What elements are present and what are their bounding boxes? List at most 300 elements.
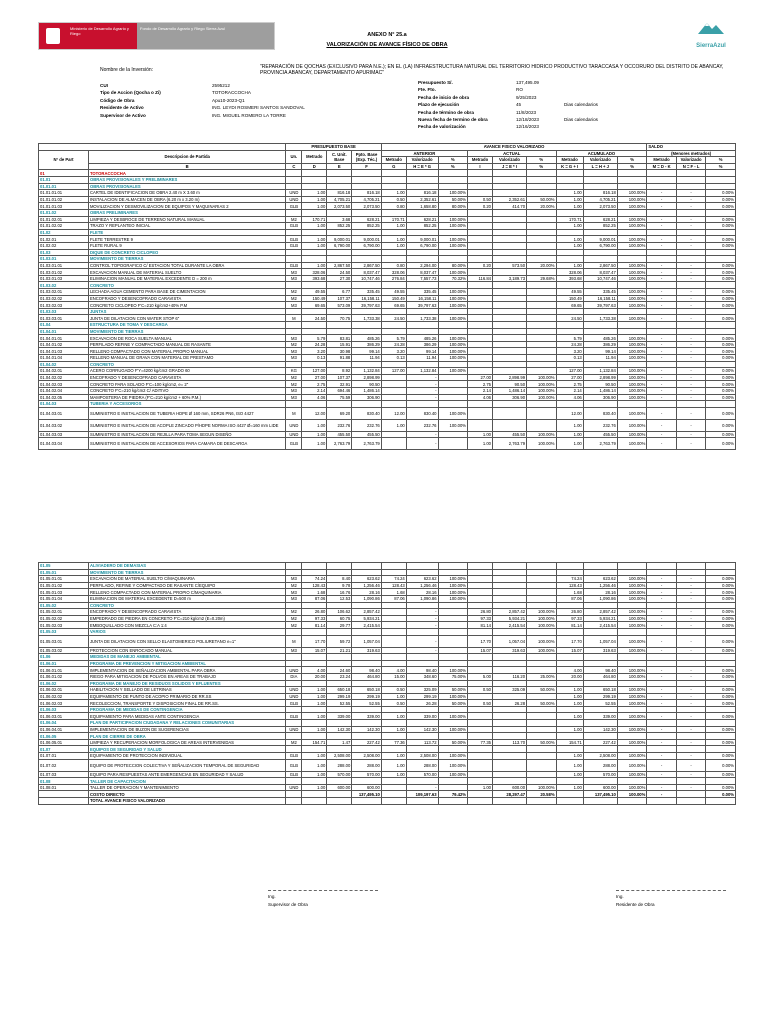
value-cell: 1.00 bbox=[556, 236, 583, 243]
value-cell bbox=[647, 176, 677, 183]
value-cell bbox=[617, 680, 647, 687]
value-cell bbox=[676, 170, 706, 177]
value-cell bbox=[527, 407, 557, 419]
value-cell: 113.70 bbox=[493, 739, 527, 746]
item-description: SUMINISTRO E INSTALACION DE ACOPLE ZINCADO P/HDPE NORMA ISO 4427 Ø=160 mm LIDE bbox=[88, 419, 286, 431]
value-cell bbox=[647, 628, 677, 635]
table-row bbox=[39, 269, 736, 276]
value-cell bbox=[647, 720, 677, 727]
value-cell: 24.28 bbox=[302, 341, 327, 348]
value-cell: 1.00 bbox=[302, 687, 327, 694]
value-cell: 100.00% bbox=[527, 784, 557, 791]
value-cell: 52.55 bbox=[352, 700, 382, 707]
unit-cell bbox=[286, 778, 302, 785]
value-cell: 570.00 bbox=[327, 771, 352, 778]
value-cell bbox=[583, 209, 617, 216]
value-cell bbox=[438, 256, 468, 263]
value-cell bbox=[617, 322, 647, 329]
value-cell: 100.00% bbox=[617, 576, 647, 583]
value-cell bbox=[647, 401, 677, 408]
value-cell: 3.68 bbox=[327, 216, 352, 223]
value-cell: 0.00% bbox=[706, 615, 736, 622]
value-cell: 20.00 bbox=[556, 673, 583, 680]
value-cell: 100.00% bbox=[617, 726, 647, 733]
item-code: 01.06.02.02 bbox=[39, 693, 89, 700]
value-cell: 1.00 bbox=[302, 726, 327, 733]
value-cell: - bbox=[676, 753, 706, 760]
value-cell bbox=[647, 229, 677, 236]
value-cell: 100.00% bbox=[617, 368, 647, 375]
value-cell: - bbox=[676, 387, 706, 394]
value-cell bbox=[302, 361, 327, 368]
value-cell: 0.00% bbox=[706, 368, 736, 375]
value-cell bbox=[381, 680, 406, 687]
value-cell bbox=[647, 778, 677, 785]
unit-cell: M3 bbox=[286, 595, 302, 602]
value-cell: 1.00 bbox=[556, 713, 583, 720]
resident-signature bbox=[616, 890, 726, 907]
value-cell: 127.00 bbox=[302, 368, 327, 375]
column-header: F bbox=[352, 163, 382, 170]
value-cell: 1.00 bbox=[556, 203, 583, 210]
item-description: INSTALACION DE ALMACEN DE OBRA (6.20 m x 3.20 m) bbox=[88, 196, 286, 203]
value-cell bbox=[556, 680, 583, 687]
value-cell bbox=[556, 778, 583, 785]
value-cell: 4.00 bbox=[381, 667, 406, 674]
value-cell: 339.00 bbox=[406, 713, 438, 720]
value-cell bbox=[468, 660, 493, 667]
value-cell bbox=[617, 209, 647, 216]
value-cell bbox=[438, 322, 468, 329]
value-cell bbox=[302, 720, 327, 727]
blank-cell bbox=[556, 798, 583, 805]
item-description: SUMINISTRO E INSTALACION DE REJILLA PARA TOMA SEGUN DISEÑO bbox=[88, 431, 286, 438]
value-cell: 2.75 bbox=[302, 381, 327, 388]
value-cell: 24.28 bbox=[556, 341, 583, 348]
value-cell bbox=[381, 374, 406, 381]
value-cell bbox=[381, 361, 406, 368]
value-cell: 335.45 bbox=[352, 289, 382, 296]
item-code: 01.04.01 bbox=[39, 328, 89, 335]
value-cell bbox=[468, 302, 493, 309]
value-cell bbox=[493, 746, 527, 753]
unit-cell: M2 bbox=[286, 615, 302, 622]
value-cell: 11.94 bbox=[406, 355, 438, 362]
value-cell bbox=[327, 308, 352, 315]
value-cell bbox=[527, 249, 557, 256]
value-cell bbox=[468, 322, 493, 329]
unit-cell bbox=[286, 209, 302, 216]
value-cell: 4,705.21 bbox=[583, 196, 617, 203]
value-cell: 852.25 bbox=[352, 223, 382, 230]
value-cell: 319.63 bbox=[352, 647, 382, 654]
value-cell: 100.00% bbox=[617, 203, 647, 210]
item-description: EQUIPAMIENTO DE PROTECCION INDIVIDUAL bbox=[88, 753, 286, 760]
value-cell bbox=[492, 322, 526, 329]
unit-cell: GLB bbox=[286, 759, 302, 771]
value-cell bbox=[468, 282, 493, 289]
table-row bbox=[39, 582, 736, 589]
value-cell: 0.00% bbox=[706, 315, 736, 322]
item-code: 01.02 bbox=[39, 229, 89, 236]
value-cell bbox=[556, 602, 583, 609]
value-cell: 100.00% bbox=[527, 431, 557, 438]
value-cell: - bbox=[647, 419, 677, 431]
value-cell bbox=[381, 387, 406, 394]
table-row bbox=[39, 706, 736, 713]
value-cell bbox=[676, 328, 706, 335]
value-cell bbox=[468, 176, 493, 183]
value-cell: 100.00% bbox=[617, 753, 647, 760]
blank-cell bbox=[327, 798, 352, 805]
report-subtitle: VALORIZACIÓN DE AVANCE FÍSICO DE OBRA bbox=[326, 42, 448, 48]
value-cell bbox=[527, 713, 557, 720]
value-cell: 1.00 bbox=[302, 419, 327, 431]
column-header: N = F - L bbox=[676, 163, 706, 170]
unit-cell bbox=[286, 706, 302, 713]
value-cell: 100.00% bbox=[438, 348, 468, 355]
value-cell: 0.00% bbox=[706, 295, 736, 302]
value-cell: - bbox=[676, 341, 706, 348]
value-cell bbox=[527, 693, 557, 700]
item-description: EQUIPOS DE SEGURIDAD Y SALUD bbox=[88, 746, 286, 753]
value-cell: - bbox=[676, 394, 706, 401]
table-row bbox=[39, 381, 736, 388]
value-cell: 0.00% bbox=[706, 302, 736, 309]
value-cell bbox=[381, 282, 406, 289]
value-cell bbox=[468, 223, 493, 230]
item-description: PERFILADO, REFINE Y COMPACTADO DE RASANTE C/EQUIPO bbox=[88, 582, 286, 589]
unit-cell: UND bbox=[286, 196, 302, 203]
unit-cell: GLB bbox=[286, 700, 302, 707]
table-row bbox=[39, 726, 736, 733]
value-cell: 26.80 bbox=[302, 609, 327, 616]
value-cell: 0.00% bbox=[706, 673, 736, 680]
value-cell bbox=[617, 654, 647, 661]
value-cell: 464.80 bbox=[583, 673, 617, 680]
value-cell: 232.76 bbox=[583, 419, 617, 431]
unit-cell: M2 bbox=[286, 341, 302, 348]
value-cell bbox=[527, 269, 557, 276]
value-cell bbox=[381, 778, 406, 785]
info-label: Supervisor de Activo bbox=[100, 112, 146, 118]
value-cell: 852.25 bbox=[327, 223, 352, 230]
column-header: I bbox=[468, 163, 493, 170]
value-cell: 0.50 bbox=[381, 196, 406, 203]
column-header: Valorizado bbox=[406, 157, 438, 164]
value-cell bbox=[556, 322, 583, 329]
value-cell: 0.00% bbox=[706, 419, 736, 431]
table-row bbox=[39, 282, 736, 289]
value-cell: 87.06 bbox=[381, 595, 406, 602]
value-cell: 393.68 bbox=[302, 275, 327, 282]
unit-cell: UND bbox=[286, 431, 302, 438]
value-cell bbox=[406, 563, 438, 570]
value-cell: 100.00% bbox=[617, 236, 647, 243]
unit-cell: M2 bbox=[286, 374, 302, 381]
value-cell: 28.16 bbox=[406, 589, 438, 596]
value-cell bbox=[381, 322, 406, 329]
value-cell: 0.13 bbox=[556, 355, 583, 362]
value-cell: 99.14 bbox=[406, 348, 438, 355]
unit-cell: M3 bbox=[286, 275, 302, 282]
value-cell bbox=[468, 595, 493, 602]
value-cell bbox=[438, 401, 468, 408]
value-cell: 50.00% bbox=[438, 700, 468, 707]
value-cell bbox=[706, 328, 736, 335]
value-cell: 386.29 bbox=[406, 341, 438, 348]
value-cell bbox=[406, 602, 438, 609]
value-cell bbox=[527, 190, 557, 197]
value-cell: 0.00% bbox=[706, 374, 736, 381]
value-cell bbox=[406, 720, 438, 727]
value-cell bbox=[527, 361, 557, 368]
item-description: MOVIMIENTO DE TIERRAS bbox=[88, 328, 286, 335]
info-label: Residente de Activo bbox=[100, 105, 144, 111]
total-value: 137,495.10 bbox=[352, 791, 382, 798]
value-cell bbox=[583, 183, 617, 190]
table-row bbox=[39, 295, 736, 302]
value-cell: 100.00% bbox=[617, 374, 647, 381]
value-cell: 50.00% bbox=[438, 739, 468, 746]
item-description: EMBOQUILLADO CON MEZCLA C:A 1:4 bbox=[88, 622, 286, 629]
value-cell: 339.00 bbox=[583, 713, 617, 720]
value-cell bbox=[468, 419, 493, 431]
value-cell: - bbox=[647, 759, 677, 771]
value-cell: 2,508.00 bbox=[327, 753, 352, 760]
value-cell: 1.68 bbox=[556, 589, 583, 596]
value-cell bbox=[406, 628, 438, 635]
value-cell bbox=[583, 322, 617, 329]
value-cell bbox=[527, 368, 557, 375]
item-description: VARIOS bbox=[88, 628, 286, 635]
item-code: 01.04.01.04 bbox=[39, 355, 89, 362]
value-cell bbox=[302, 569, 327, 576]
value-cell bbox=[493, 654, 527, 661]
item-code: 01.06.02.03 bbox=[39, 700, 89, 707]
value-cell bbox=[468, 289, 493, 296]
brand-name: SierraAzul bbox=[696, 43, 726, 49]
value-cell bbox=[352, 654, 382, 661]
value-cell: 100.00% bbox=[438, 216, 468, 223]
value-cell: 1,486.14 bbox=[352, 387, 382, 394]
item-description: RIEGO PARA MITIGACION DE POLVOS EN AREAS DE TRABAJO bbox=[88, 673, 286, 680]
value-cell: 77.35 bbox=[468, 739, 493, 746]
value-cell: - bbox=[647, 713, 677, 720]
value-cell bbox=[406, 361, 438, 368]
value-cell bbox=[406, 660, 438, 667]
column-header: % bbox=[617, 157, 647, 164]
item-code: 01.03.01.03 bbox=[39, 275, 89, 282]
value-cell: 100.00% bbox=[617, 784, 647, 791]
value-cell: 100.00% bbox=[527, 615, 557, 622]
value-cell: - bbox=[676, 784, 706, 791]
unit-cell: M3 bbox=[286, 576, 302, 583]
info-row bbox=[418, 109, 598, 116]
value-cell: 100.00% bbox=[617, 431, 647, 438]
value-cell: 29.68% bbox=[527, 275, 557, 282]
value-cell bbox=[493, 576, 527, 583]
table-row bbox=[39, 262, 736, 269]
value-cell: 142.30 bbox=[406, 726, 438, 733]
supervisor-prefix: Ing. bbox=[268, 894, 276, 899]
value-cell bbox=[676, 733, 706, 740]
item-description: LECHADA AGUA CEMENTO PARA BASE DE CIMENTACION bbox=[88, 289, 286, 296]
info-label: CUI bbox=[100, 83, 108, 88]
value-cell: 26.80 bbox=[468, 609, 493, 616]
value-cell bbox=[676, 569, 706, 576]
item-description: TRAZO Y REPLANTEO INICIAL bbox=[88, 223, 286, 230]
value-cell bbox=[527, 176, 557, 183]
value-cell bbox=[438, 249, 468, 256]
value-cell: 1,486.14 bbox=[583, 387, 617, 394]
item-code: 01.08 bbox=[39, 778, 89, 785]
value-cell: 0.00% bbox=[706, 726, 736, 733]
value-cell: 232.76 bbox=[352, 419, 382, 431]
value-cell: 1.00 bbox=[556, 262, 583, 269]
value-cell: 328.06 bbox=[381, 269, 406, 276]
value-cell: 100.00% bbox=[617, 302, 647, 309]
unit-cell bbox=[286, 654, 302, 661]
value-cell: 0.00% bbox=[706, 269, 736, 276]
value-cell: 100.00% bbox=[438, 407, 468, 419]
item-description: SUMINISTRO E INSTALACION DE TUBERIA HDPE Ø 160 mm, SDR26 PN6, ISO 4427 bbox=[88, 407, 286, 419]
value-cell bbox=[302, 778, 327, 785]
value-cell bbox=[327, 680, 352, 687]
value-cell bbox=[352, 602, 382, 609]
value-cell bbox=[468, 720, 493, 727]
total-avance-label: TOTAL AVANCE FISICO VALORIZADO bbox=[88, 798, 286, 805]
value-cell bbox=[468, 190, 493, 197]
value-cell: - bbox=[406, 784, 438, 791]
unit-cell: M3 bbox=[286, 269, 302, 276]
value-cell bbox=[492, 229, 526, 236]
value-cell: 74.24 bbox=[302, 576, 327, 583]
unit-cell bbox=[286, 401, 302, 408]
value-cell: 1.00 bbox=[381, 753, 406, 760]
value-cell: - bbox=[676, 700, 706, 707]
value-cell: 100.00% bbox=[438, 771, 468, 778]
value-cell bbox=[493, 660, 527, 667]
item-description: TUBERIA Y ACCESORIOS bbox=[88, 401, 286, 408]
value-cell: 227.42 bbox=[352, 739, 382, 746]
value-cell bbox=[647, 328, 677, 335]
value-cell: - bbox=[676, 667, 706, 674]
unit-cell: M3 bbox=[286, 387, 302, 394]
value-cell bbox=[327, 660, 352, 667]
value-cell bbox=[302, 308, 327, 315]
value-cell: - bbox=[676, 693, 706, 700]
column-header: Un. bbox=[286, 150, 302, 163]
item-description: LIMPIEZA Y RECUPERACION MORFOLOGICA DE AREAS INTERVENIDAS bbox=[88, 739, 286, 746]
value-cell: 348.60 bbox=[406, 673, 438, 680]
value-cell: 1,057.04 bbox=[583, 635, 617, 647]
value-cell: 2,763.79 bbox=[492, 438, 526, 450]
table-row bbox=[39, 190, 736, 197]
value-cell: 1,132.84 bbox=[583, 368, 617, 375]
value-cell: 11.94 bbox=[583, 355, 617, 362]
item-description: HABILITACION Y SELLADO DE LETRINAS bbox=[88, 687, 286, 694]
value-cell: 1.00 bbox=[381, 419, 406, 431]
value-cell: - bbox=[676, 368, 706, 375]
value-cell bbox=[468, 771, 493, 778]
value-cell bbox=[381, 328, 406, 335]
value-cell: 335.45 bbox=[406, 289, 438, 296]
value-cell: - bbox=[676, 673, 706, 680]
value-cell: 100.00% bbox=[438, 753, 468, 760]
value-cell bbox=[527, 341, 557, 348]
value-cell: - bbox=[676, 615, 706, 622]
value-cell: 573.50 bbox=[492, 262, 526, 269]
item-code: 01.06.02 bbox=[39, 680, 89, 687]
table-row bbox=[39, 387, 736, 394]
value-cell bbox=[492, 419, 526, 431]
value-cell bbox=[327, 282, 352, 289]
value-cell: 1.00 bbox=[468, 438, 493, 450]
value-cell bbox=[527, 282, 557, 289]
value-cell: 1.00 bbox=[556, 196, 583, 203]
value-cell bbox=[406, 249, 438, 256]
value-cell bbox=[438, 654, 468, 661]
value-cell: - bbox=[406, 438, 438, 450]
info-extra: Dias calendarios bbox=[564, 117, 598, 123]
value-cell: - bbox=[676, 203, 706, 210]
value-cell: 852.25 bbox=[406, 223, 438, 230]
value-cell: 5.79 bbox=[556, 335, 583, 342]
value-cell bbox=[327, 183, 352, 190]
value-cell: 100.00% bbox=[438, 759, 468, 771]
unit-cell: M3 bbox=[286, 302, 302, 309]
value-cell: 100.00% bbox=[527, 374, 557, 381]
unit-cell: M bbox=[286, 315, 302, 322]
value-cell: 7,557.73 bbox=[406, 275, 438, 282]
table-row bbox=[39, 647, 736, 654]
value-cell bbox=[438, 602, 468, 609]
value-cell bbox=[676, 282, 706, 289]
blank-cell bbox=[406, 798, 438, 805]
value-cell bbox=[438, 229, 468, 236]
value-cell bbox=[352, 322, 382, 329]
value-cell: 0.00% bbox=[706, 341, 736, 348]
value-cell: - bbox=[676, 381, 706, 388]
value-cell bbox=[406, 401, 438, 408]
value-cell bbox=[583, 720, 617, 727]
value-cell: 100.00% bbox=[617, 242, 647, 249]
blank-cell bbox=[381, 798, 406, 805]
value-cell bbox=[527, 419, 557, 431]
value-cell bbox=[527, 348, 557, 355]
info-row bbox=[100, 82, 392, 89]
value-cell bbox=[556, 720, 583, 727]
value-cell: 0.00% bbox=[706, 622, 736, 629]
value-cell: 74.24 bbox=[381, 576, 406, 583]
value-cell bbox=[438, 438, 468, 450]
value-cell: - bbox=[676, 190, 706, 197]
value-cell bbox=[381, 628, 406, 635]
value-cell: 50.00% bbox=[527, 700, 557, 707]
value-cell bbox=[583, 680, 617, 687]
value-cell: 39,797.63 bbox=[352, 302, 382, 309]
value-cell: 4.00 bbox=[302, 667, 327, 674]
value-cell bbox=[468, 341, 493, 348]
value-cell bbox=[527, 335, 557, 342]
item-code: 01.03.02.02 bbox=[39, 295, 89, 302]
value-cell bbox=[468, 726, 493, 733]
value-cell: - bbox=[647, 595, 677, 602]
value-cell bbox=[492, 223, 526, 230]
value-cell: 4.06 bbox=[556, 394, 583, 401]
unit-cell: M3 bbox=[286, 355, 302, 362]
